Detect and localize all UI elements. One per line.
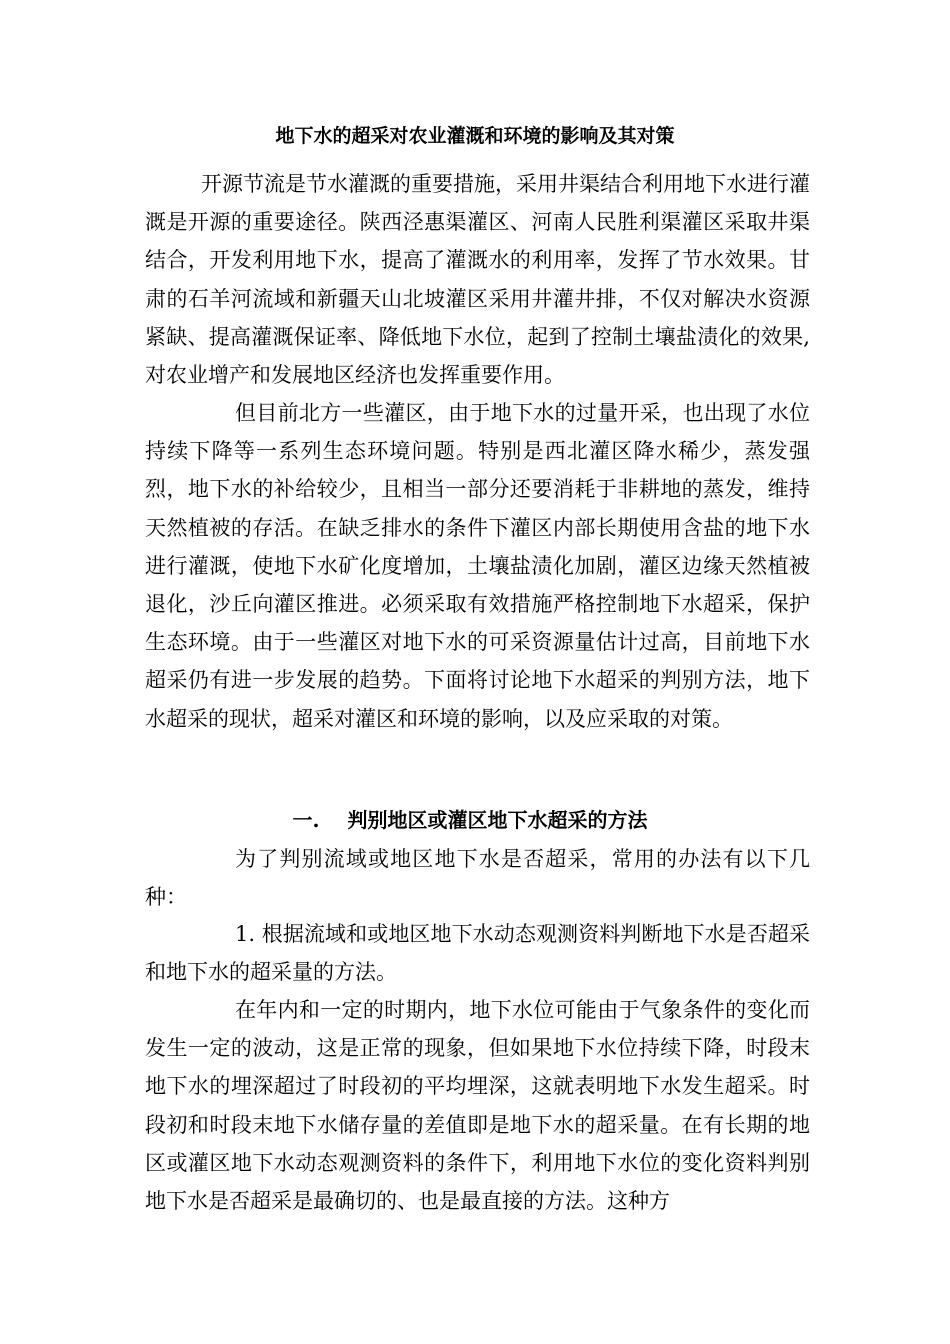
section-1-number: 一. [292,808,320,832]
section-1-heading [145,801,795,839]
document-title: 地下水的超采对农业灌溉和环境的影响及其对策 [275,125,675,147]
section-1-intro: 为了判别流域或地区地下水是否超采，常用的办法有以下几种： [145,847,810,910]
paragraph-1: 开源节流是节水灌溉的重要措施，采用井渠结合利用地下水进行灌溉是开源的重要途径。陕西泾惠渠灌区、河南人民胜利渠灌区采取井渠结合，开发利用地下水，提高了灌溉水的利用率，发挥了节水效果。甘肃的石羊河流域和新疆天山北坡灌区采用井灌井排，不仅对解决水资源紧缺、提高灌溉保证率、降低地下水位，起到了控制土壤盐渍化的效果,对农业增产和发展地区经济也发挥重要作用。 [145,172,810,388]
section-1-title: 判别地区或灌区地下水超采的方法 [347,808,648,832]
section-1-body: 在年内和一定的时期内，地下水位可能由于气象条件的变化而发生一定的波动，这是正常的现象，但如果地下水位持续下降，时段末地下水的埋深超过了时段初的平均埋深，这就表明地下水发生超采。时段初和时段末地下水储存量的差值即是地下水的超采量。在有长期的地区或灌区地下水动态观测资料的条件下，利用地下水位的变化资料判别地下水是否超采是最确切的、也是最直接的方法。这种方 [145,998,810,1214]
paragraph-2: 但目前北方一些灌区，由于地下水的过量开采，也出现了水位持续下降等一系列生态环境问题。特别是西北灌区降水稀少，蒸发强烈，地下水的补给较少，且相当一部分还要消耗于非耕地的蒸发，维持天然植被的存活。在缺乏排水的条件下灌区内部长期使用含盐的地下水进行灌溉，使地下水矿化度增加，土壤盐渍化加剧，灌区边缘天然植被退化，沙丘向灌区推进。必须采取有效措施严格控制地下水超采，保护生态环境。由于一些灌区对地下水的可采资源量估计过高，目前地下水超采仍有进一步发展的趋势。下面将讨论地下水超采的判别方法，地下水超采的现状，超采对灌区和环境的影响，以及应采取的对策。 [145,401,810,731]
section-1-item-1: 1. 根据流域和或地区地下水动态观测资料判断地下水是否超采和地下水的超采量的方法。 [145,922,810,985]
